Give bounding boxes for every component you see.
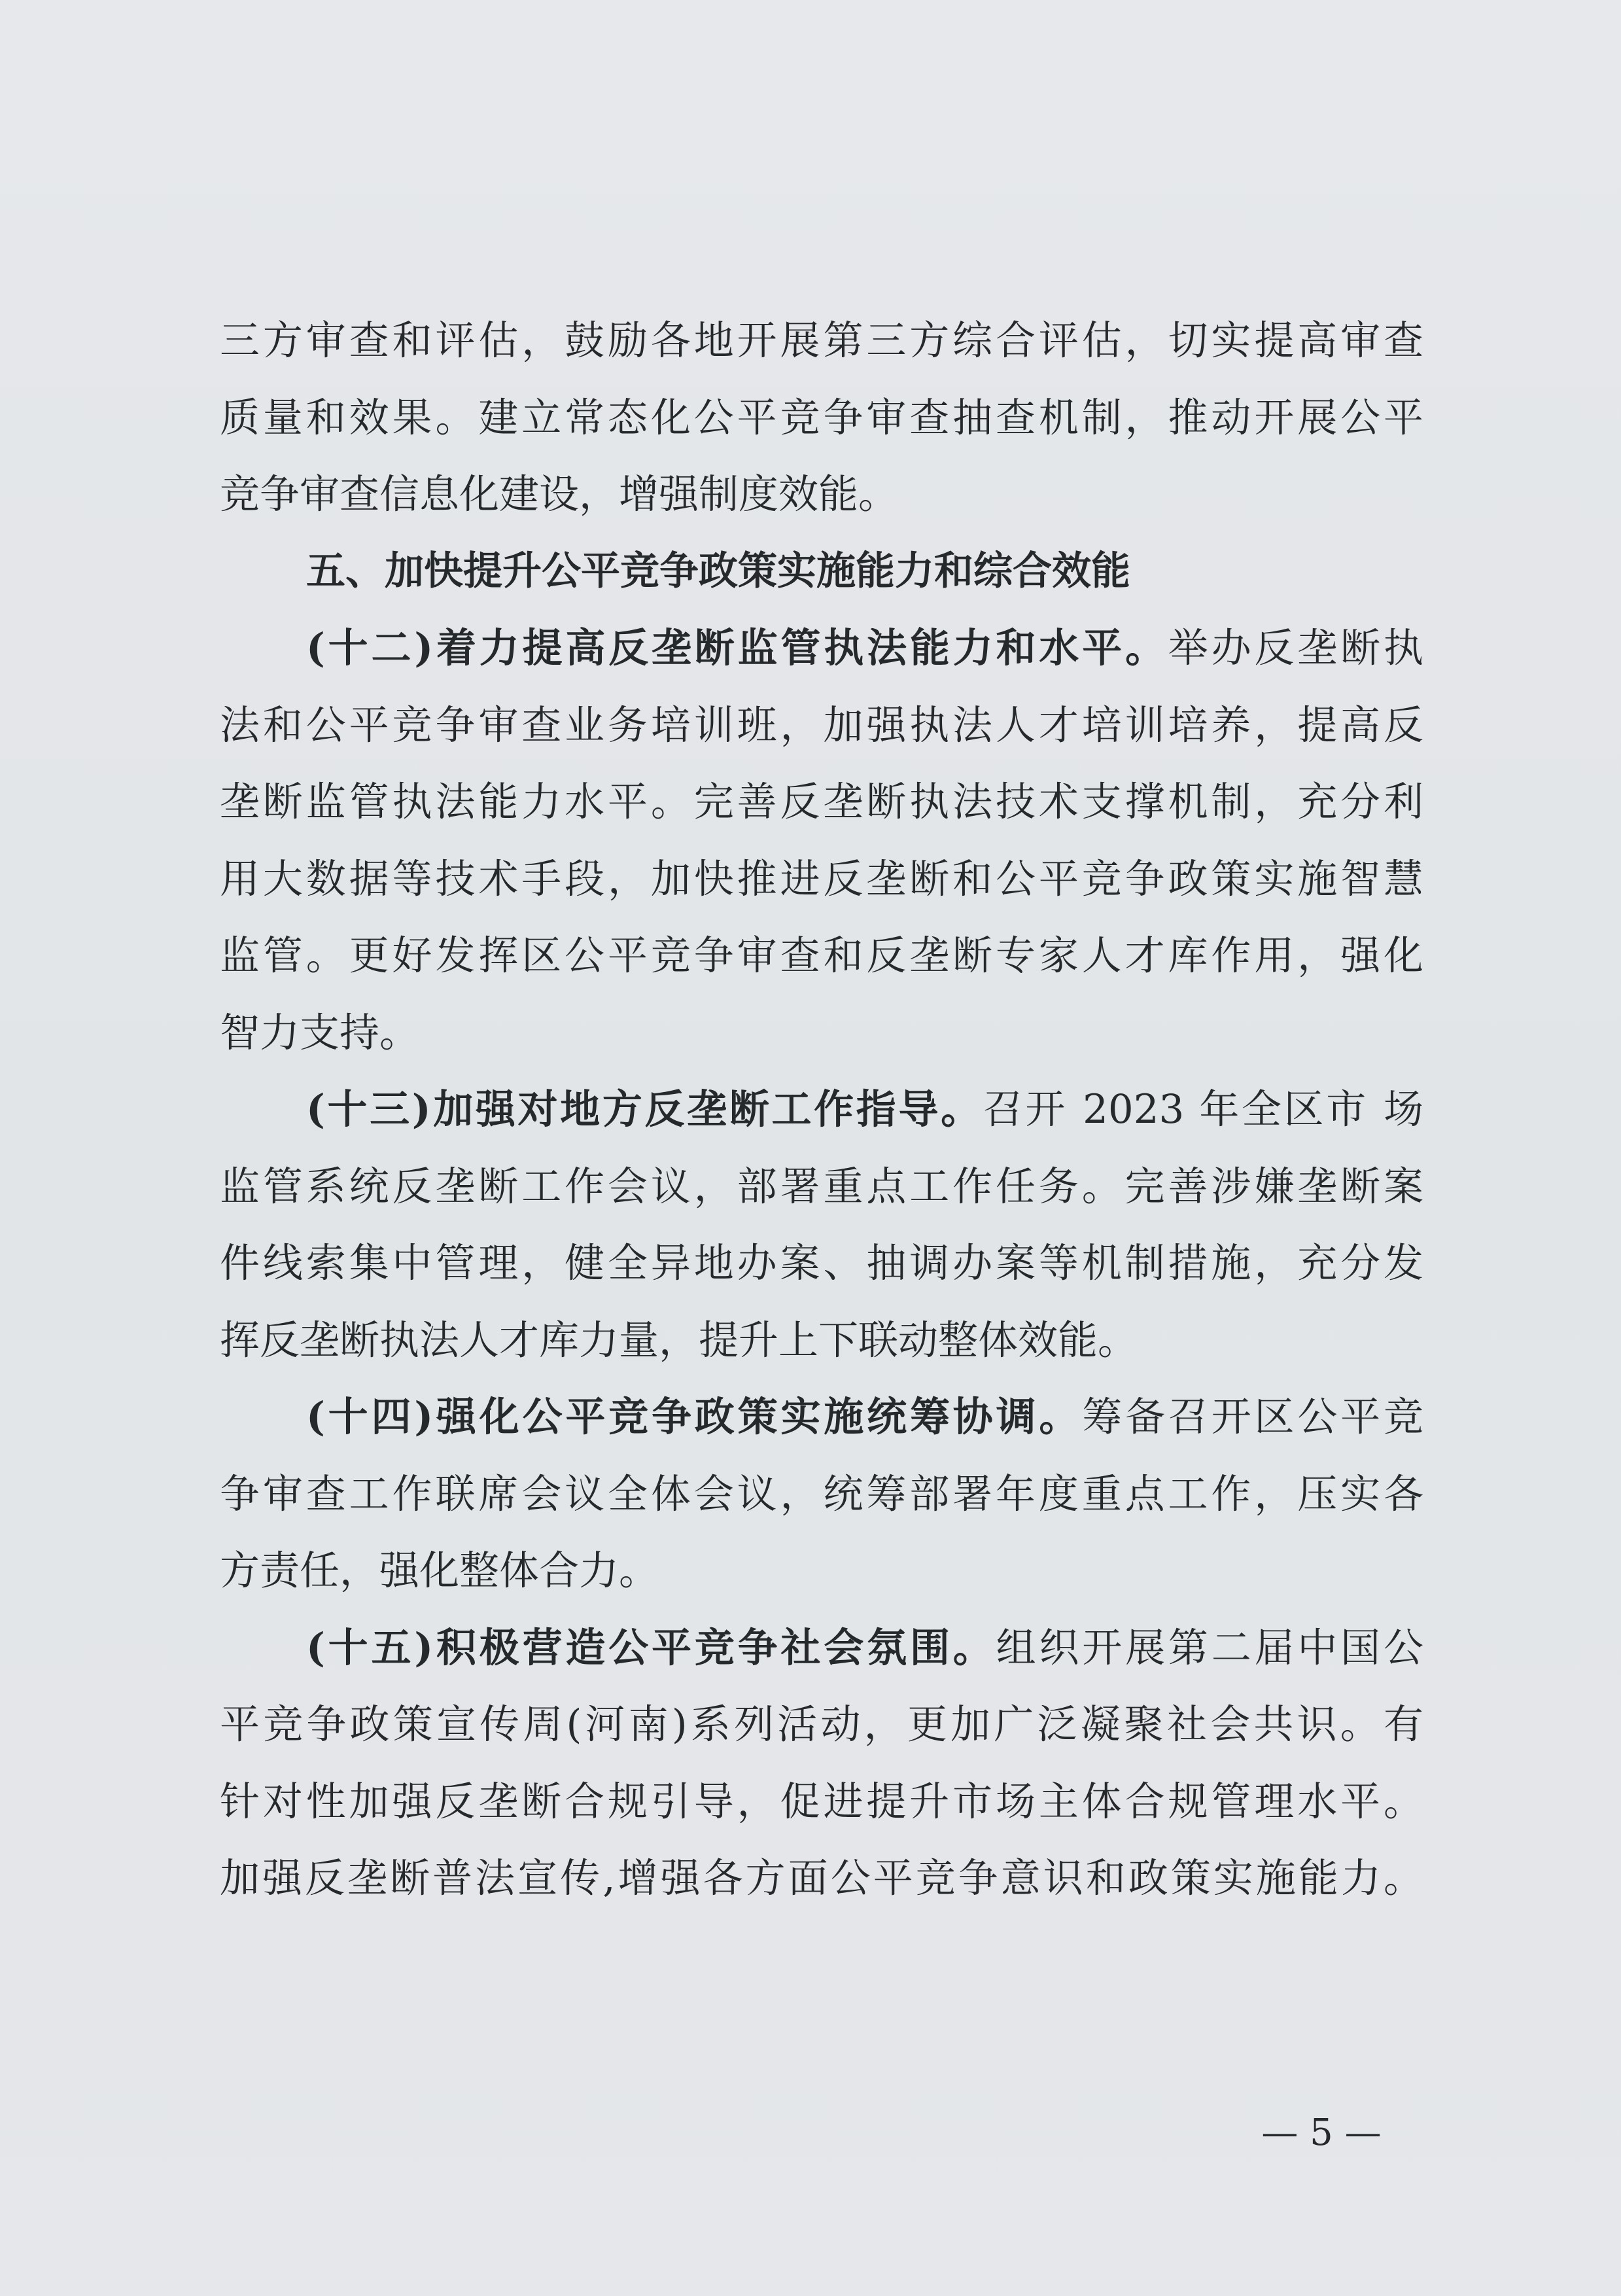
- paragraph-line: 加强反垄断普法宣传,增强各方面公平竞争意识和政策实施能力。: [220, 1855, 1423, 1901]
- item-13-first-line: [220, 1071, 1423, 1148]
- paragraph-line: 件线索集中管理，健全异地办案、抽调办案等机制措施，充分发: [220, 1240, 1423, 1286]
- item-13-text: 召开 2023 年全区市 场: [983, 1086, 1423, 1133]
- paragraph-line: 质量和效果。建立常态化公平竞争审查抽查机制，推动开展公平: [220, 394, 1423, 441]
- item-15-first-line: [220, 1610, 1423, 1687]
- item-12-title: (十二)着力提高反垄断监管执法能力和水平。: [306, 625, 1168, 671]
- item-12-text: 举办反垄断执: [1168, 625, 1423, 671]
- item-15-title: (十五)积极营造公平竞争社会氛围。: [306, 1624, 996, 1671]
- paragraph-line: 智力支持。: [220, 1009, 420, 1056]
- paragraph-line: 竞争审查信息化建设，增强制度效能。: [220, 471, 899, 518]
- paragraph-line: 针对性加强反垄断合规引导，促进提升市场主体合规管理水平。: [220, 1778, 1423, 1825]
- item-13-title: (十三)加强对地方反垄断工作指导。: [306, 1086, 983, 1133]
- section-heading: 五、加快提升公平竞争政策实施能力和综合效能: [306, 548, 1130, 594]
- paragraph-line: 监管系统反垄断工作会议，部署重点工作任务。完善涉嫌垄断案: [220, 1163, 1423, 1210]
- item-15-text: 组织开展第二届中国公: [996, 1624, 1423, 1671]
- paragraph-line: 平竞争政策宣传周(河南)系列活动，更加广泛凝聚社会共识。有: [220, 1701, 1423, 1748]
- page-number: — 5 —: [1261, 2111, 1382, 2154]
- paragraph-line: 方责任，强化整体合力。: [220, 1547, 659, 1594]
- paragraph-line: 三方审查和评估，鼓励各地开展第三方综合评估，切实提高审查: [220, 317, 1423, 364]
- paragraph-line: 用大数据等技术手段，加快推进反垄断和公平竞争政策实施智慧: [220, 855, 1423, 902]
- paragraph-line: 挥反垄断执法人才库力量，提升上下联动整体效能。: [220, 1316, 1138, 1364]
- paragraph-line: 监管。更好发挥区公平竞争审查和反垄断专家人才库作用，强化: [220, 932, 1423, 979]
- paragraph-line: 垄断监管执法能力水平。完善反垄断执法技术支撑机制，充分利: [220, 779, 1423, 825]
- item-14-first-line: [220, 1379, 1423, 1456]
- item-14-text: 筹备召开区公平竞: [1082, 1394, 1423, 1440]
- item-14-title: (十四)强化公平竞争政策实施统筹协调。: [306, 1394, 1083, 1440]
- item-12-first-line: [220, 610, 1423, 687]
- document-body: [220, 302, 1423, 1917]
- paragraph-line: 法和公平竞争审查业务培训班，加强执法人才培训培养，提高反: [220, 701, 1423, 749]
- paragraph-line: 争审查工作联席会议全体会议，统筹部署年度重点工作，压实各: [220, 1470, 1423, 1517]
